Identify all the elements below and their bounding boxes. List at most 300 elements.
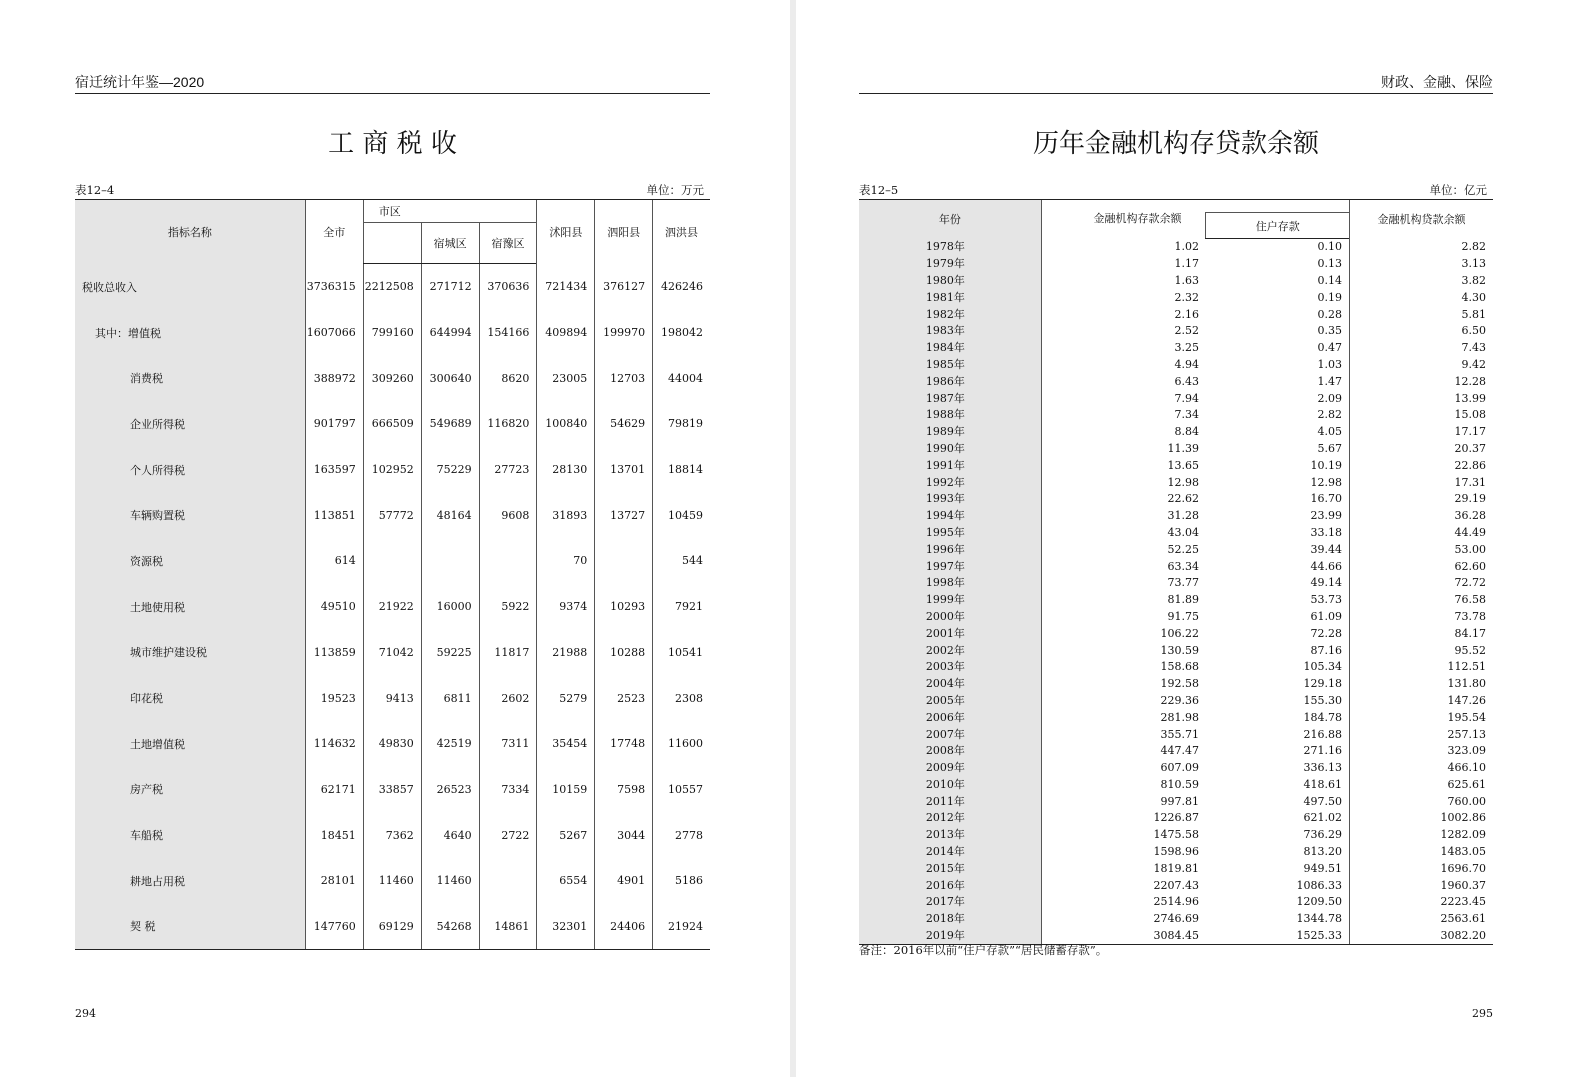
value-cell: 281.98	[1041, 709, 1206, 726]
table-row	[859, 340, 1493, 357]
value-cell: 3.25	[1041, 340, 1206, 357]
value-cell: 105.34	[1303, 660, 1342, 674]
indicator-name: 耕地占用税	[75, 858, 305, 904]
table-row	[859, 541, 1493, 558]
value-cell: 5.67	[1317, 441, 1342, 455]
value-cell: 22.62	[1041, 491, 1206, 508]
value-cell: 11460	[363, 858, 421, 904]
value-cell: 0.13	[1317, 257, 1342, 271]
value-cell: 621.02	[1303, 811, 1342, 825]
value-cell	[479, 858, 537, 904]
year-cell: 2011年	[859, 793, 1041, 810]
table-row	[859, 743, 1493, 760]
table-row	[859, 676, 1493, 693]
year-cell: 2019年	[859, 928, 1041, 945]
year-cell: 2002年	[859, 642, 1041, 659]
value-cell: 17.31	[1349, 474, 1493, 491]
value-cell: 1.47	[1317, 374, 1342, 388]
value-cell: 28101	[305, 858, 363, 904]
value-cell: 2308	[653, 675, 710, 721]
value-cell: 2.82	[1317, 408, 1342, 422]
year-cell: 2003年	[859, 659, 1041, 676]
table-row	[859, 726, 1493, 743]
value-cell: 1226.87	[1041, 810, 1206, 827]
value-cell: 10459	[653, 492, 710, 538]
value-cell: 1696.70	[1349, 860, 1493, 877]
value-cell: 1344.78	[1296, 912, 1342, 926]
value-cell: 31.28	[1041, 508, 1206, 525]
value-cell: 760.00	[1349, 793, 1493, 810]
year-cell: 1982年	[859, 306, 1041, 323]
value-cell	[363, 538, 421, 584]
value-cell: 39.44	[1310, 542, 1342, 556]
value-cell: 76.58	[1349, 592, 1493, 609]
value-cell: 370636	[479, 264, 537, 310]
indicator-name: 个人所得税	[75, 447, 305, 493]
table-number-right: 表12–5	[859, 183, 899, 197]
value-cell: 7.43	[1349, 340, 1493, 357]
value-cell: 147.26	[1349, 693, 1493, 710]
value-cell: 666509	[363, 401, 421, 447]
year-cell: 1986年	[859, 373, 1041, 390]
table-row	[75, 264, 710, 310]
table-row	[75, 584, 710, 630]
value-cell: 13.65	[1041, 457, 1206, 474]
table-row	[859, 625, 1493, 642]
year-cell: 1978年	[859, 239, 1041, 256]
indicator-name: 税收总收入	[75, 264, 305, 310]
value-cell: 129.18	[1303, 677, 1342, 691]
value-cell: 10541	[653, 630, 710, 676]
table-row	[75, 447, 710, 493]
value-cell: 18814	[653, 447, 710, 493]
value-cell: 5.81	[1349, 306, 1493, 323]
table-row	[859, 357, 1493, 374]
header-rule	[75, 93, 710, 94]
value-cell: 3.82	[1349, 273, 1493, 290]
value-cell: 155.30	[1303, 693, 1342, 707]
value-cell: 2.82	[1349, 239, 1493, 256]
value-cell: 32301	[537, 904, 595, 950]
value-cell: 9374	[537, 584, 595, 630]
table-row	[859, 390, 1493, 407]
value-cell: 3082.20	[1349, 928, 1493, 945]
indicator-name: 房产税	[75, 767, 305, 813]
value-cell: 2722	[479, 812, 537, 858]
value-cell: 12.98	[1041, 474, 1206, 491]
value-cell: 1483.05	[1349, 844, 1493, 861]
value-cell: 7598	[595, 767, 653, 813]
value-cell: 813.20	[1303, 845, 1342, 859]
value-cell: 257.13	[1349, 726, 1493, 743]
table-row	[859, 642, 1493, 659]
value-cell: 44004	[653, 355, 710, 401]
value-cell: 1.17	[1041, 256, 1206, 273]
value-cell: 17748	[595, 721, 653, 767]
indicator-name: 土地增值税	[75, 721, 305, 767]
year-cell: 1983年	[859, 323, 1041, 340]
value-cell: 1282.09	[1349, 827, 1493, 844]
value-cell: 544	[653, 538, 710, 584]
value-cell: 192.58	[1041, 676, 1206, 693]
year-cell: 1989年	[859, 424, 1041, 441]
value-cell: 11817	[479, 630, 537, 676]
value-cell: 2523	[595, 675, 653, 721]
table-row	[859, 777, 1493, 794]
value-cell: 6.43	[1041, 373, 1206, 390]
table-row	[859, 827, 1493, 844]
value-cell: 16.70	[1310, 492, 1342, 506]
value-cell: 2514.96	[1041, 894, 1206, 911]
unit-label-right: 单位：亿元	[1429, 183, 1487, 197]
value-cell: 48164	[421, 492, 479, 538]
value-cell: 12703	[595, 355, 653, 401]
table-row	[859, 424, 1493, 441]
value-cell: 549689	[421, 401, 479, 447]
header-urban-spacer	[363, 223, 421, 264]
value-cell: 625.61	[1349, 777, 1493, 794]
value-cell: 91.75	[1041, 609, 1206, 626]
table-row	[859, 592, 1493, 609]
value-cell: 13701	[595, 447, 653, 493]
value-cell: 106.22	[1041, 625, 1206, 642]
value-cell: 7311	[479, 721, 537, 767]
value-cell: 11.39	[1041, 441, 1206, 458]
value-cell: 1475.58	[1041, 827, 1206, 844]
value-cell: 26523	[421, 767, 479, 813]
value-cell: 2.52	[1041, 323, 1206, 340]
value-cell: 11460	[421, 858, 479, 904]
indicator-name: 契 税	[75, 904, 305, 950]
value-cell: 355.71	[1041, 726, 1206, 743]
value-cell: 199970	[595, 310, 653, 356]
table-row	[859, 894, 1493, 911]
year-cell: 2005年	[859, 693, 1041, 710]
table-row	[75, 492, 710, 538]
header-siyang: 泗阳县	[595, 200, 653, 264]
value-cell: 2746.69	[1041, 911, 1206, 928]
value-cell: 409894	[537, 310, 595, 356]
year-cell: 1998年	[859, 575, 1041, 592]
value-cell: 7921	[653, 584, 710, 630]
value-cell: 198042	[653, 310, 710, 356]
year-cell: 1993年	[859, 491, 1041, 508]
value-cell: 131.80	[1349, 676, 1493, 693]
value-cell: 300640	[421, 355, 479, 401]
value-cell: 13727	[595, 492, 653, 538]
year-cell: 1996年	[859, 541, 1041, 558]
value-cell: 95.52	[1349, 642, 1493, 659]
value-cell: 229.36	[1041, 693, 1206, 710]
page-title-left: 工 商 税 收	[328, 129, 457, 159]
value-cell: 8.84	[1041, 424, 1206, 441]
value-cell: 997.81	[1041, 793, 1206, 810]
table-row	[75, 812, 710, 858]
value-cell: 0.35	[1317, 324, 1342, 338]
year-cell: 2009年	[859, 760, 1041, 777]
value-cell: 901797	[305, 401, 363, 447]
value-cell: 62.60	[1349, 558, 1493, 575]
value-cell: 5267	[537, 812, 595, 858]
value-cell: 31893	[537, 492, 595, 538]
value-cell: 736.29	[1303, 828, 1342, 842]
value-cell: 271.16	[1303, 744, 1342, 758]
value-cell: 9.42	[1349, 357, 1493, 374]
value-cell: 271712	[421, 264, 479, 310]
value-cell: 1960.37	[1349, 877, 1493, 894]
value-cell: 114632	[305, 721, 363, 767]
page-number-left: 294	[75, 1007, 96, 1020]
table-row	[859, 709, 1493, 726]
table-row	[859, 609, 1493, 626]
value-cell: 35454	[537, 721, 595, 767]
value-cell: 3736315	[305, 264, 363, 310]
table-row	[859, 793, 1493, 810]
value-cell: 72.72	[1349, 575, 1493, 592]
table-row	[859, 441, 1493, 458]
value-cell: 17.17	[1349, 424, 1493, 441]
table-row	[859, 525, 1493, 542]
value-cell: 4.30	[1349, 289, 1493, 306]
year-cell: 2010年	[859, 777, 1041, 794]
value-cell: 3084.45	[1041, 928, 1206, 945]
value-cell: 72.28	[1310, 626, 1342, 640]
year-cell: 1999年	[859, 592, 1041, 609]
value-cell: 1.03	[1317, 357, 1342, 371]
year-cell: 2015年	[859, 860, 1041, 877]
value-cell: 24406	[595, 904, 653, 950]
right-page	[796, 0, 1587, 1077]
value-cell: 5279	[537, 675, 595, 721]
value-cell: 10159	[537, 767, 595, 813]
value-cell: 2.16	[1041, 306, 1206, 323]
year-cell: 2008年	[859, 743, 1041, 760]
value-cell: 4.94	[1041, 357, 1206, 374]
value-cell: 113859	[305, 630, 363, 676]
value-cell: 1002.86	[1349, 810, 1493, 827]
value-cell: 2563.61	[1349, 911, 1493, 928]
value-cell: 447.47	[1041, 743, 1206, 760]
value-cell: 1598.96	[1041, 844, 1206, 861]
value-cell: 112.51	[1349, 659, 1493, 676]
value-cell: 154166	[479, 310, 537, 356]
header-city: 全市	[305, 200, 363, 264]
value-cell: 5186	[653, 858, 710, 904]
table-row	[859, 239, 1493, 256]
year-cell: 2016年	[859, 877, 1041, 894]
year-cell: 2000年	[859, 609, 1041, 626]
value-cell: 21988	[537, 630, 595, 676]
table-row	[859, 407, 1493, 424]
table-row	[859, 558, 1493, 575]
header-year: 年份	[859, 200, 1041, 239]
value-cell	[479, 538, 537, 584]
indicator-name: 城市维护建设税	[75, 630, 305, 676]
header-deposits: 金融机构存款余额	[1041, 200, 1206, 239]
table-note: 备注：2016年以前“住户存款”“居民储蓄存款”。	[859, 943, 1108, 957]
year-cell: 1995年	[859, 525, 1041, 542]
header-indicator: 指标名称	[75, 200, 305, 264]
indicator-name: 车船税	[75, 812, 305, 858]
year-cell: 1991年	[859, 457, 1041, 474]
value-cell: 12.28	[1349, 373, 1493, 390]
value-cell: 309260	[363, 355, 421, 401]
value-cell: 12.98	[1310, 475, 1342, 489]
value-cell: 49.14	[1310, 576, 1342, 590]
page-title-right: 历年金融机构存贷款余额	[1032, 129, 1319, 159]
table-row	[859, 877, 1493, 894]
value-cell: 9608	[479, 492, 537, 538]
value-cell: 29.19	[1349, 491, 1493, 508]
value-cell: 62171	[305, 767, 363, 813]
indicator-name: 资源税	[75, 538, 305, 584]
value-cell: 11600	[653, 721, 710, 767]
table-number-left: 表12–4	[75, 183, 115, 197]
table-row	[859, 289, 1493, 306]
value-cell: 497.50	[1303, 794, 1342, 808]
table-row	[75, 355, 710, 401]
year-cell: 2007年	[859, 726, 1041, 743]
value-cell: 376127	[595, 264, 653, 310]
value-cell: 10288	[595, 630, 653, 676]
value-cell: 33857	[363, 767, 421, 813]
value-cell: 6.50	[1349, 323, 1493, 340]
value-cell: 53.00	[1349, 541, 1493, 558]
value-cell: 0.10	[1317, 240, 1342, 254]
table-row	[859, 810, 1493, 827]
value-cell: 2223.45	[1349, 894, 1493, 911]
year-cell: 2018年	[859, 911, 1041, 928]
table-row	[75, 721, 710, 767]
value-cell: 2602	[479, 675, 537, 721]
table-row	[859, 323, 1493, 340]
value-cell: 158.68	[1041, 659, 1206, 676]
value-cell: 0.19	[1317, 290, 1342, 304]
value-cell: 163597	[305, 447, 363, 493]
value-cell: 336.13	[1303, 761, 1342, 775]
table-row	[859, 457, 1493, 474]
value-cell: 6554	[537, 858, 595, 904]
table-row	[859, 508, 1493, 525]
value-cell: 195.54	[1349, 709, 1493, 726]
value-cell: 0.28	[1317, 307, 1342, 321]
table-row	[859, 844, 1493, 861]
value-cell: 15.08	[1349, 407, 1493, 424]
value-cell: 75229	[421, 447, 479, 493]
indicator-name: 印花税	[75, 675, 305, 721]
table-row	[859, 273, 1493, 290]
year-cell: 2006年	[859, 709, 1041, 726]
year-cell: 2004年	[859, 676, 1041, 693]
value-cell: 2778	[653, 812, 710, 858]
value-cell: 4901	[595, 858, 653, 904]
table-row	[75, 401, 710, 447]
year-cell: 2012年	[859, 810, 1041, 827]
year-cell: 2001年	[859, 625, 1041, 642]
table-row	[75, 904, 710, 950]
value-cell: 22.86	[1349, 457, 1493, 474]
value-cell: 2.32	[1041, 289, 1206, 306]
value-cell: 49510	[305, 584, 363, 630]
header-deposits-spacer	[1206, 200, 1350, 213]
value-cell: 1607066	[305, 310, 363, 356]
value-cell: 2212508	[363, 264, 421, 310]
value-cell: 27723	[479, 447, 537, 493]
value-cell: 84.17	[1349, 625, 1493, 642]
year-cell: 1984年	[859, 340, 1041, 357]
value-cell: 147760	[305, 904, 363, 950]
value-cell: 3.13	[1349, 256, 1493, 273]
indicator-name: 企业所得税	[75, 401, 305, 447]
value-cell: 0.47	[1317, 341, 1342, 355]
value-cell: 87.16	[1310, 643, 1342, 657]
value-cell: 1525.33	[1206, 928, 1350, 945]
year-cell: 2017年	[859, 894, 1041, 911]
left-page	[0, 0, 790, 1077]
value-cell: 1.63	[1041, 273, 1206, 290]
table-row	[859, 693, 1493, 710]
value-cell: 644994	[421, 310, 479, 356]
value-cell: 20.37	[1349, 441, 1493, 458]
table-row	[859, 306, 1493, 323]
year-cell: 1987年	[859, 390, 1041, 407]
value-cell: 10557	[653, 767, 710, 813]
running-head-left: 宿迁统计年鉴—2020	[75, 74, 205, 90]
value-cell: 61.09	[1310, 609, 1342, 623]
value-cell: 4.05	[1317, 425, 1342, 439]
value-cell: 28130	[537, 447, 595, 493]
value-cell: 5922	[479, 584, 537, 630]
table-row	[859, 474, 1493, 491]
value-cell: 1209.50	[1296, 895, 1342, 909]
value-cell: 388972	[305, 355, 363, 401]
page-number-right: 295	[1472, 1007, 1493, 1020]
value-cell: 57772	[363, 492, 421, 538]
header-sucheng: 宿城区	[421, 223, 479, 264]
value-cell: 2.09	[1317, 391, 1342, 405]
table-row	[75, 310, 710, 356]
year-cell: 1980年	[859, 273, 1041, 290]
value-cell	[421, 538, 479, 584]
value-cell: 63.34	[1041, 558, 1206, 575]
tax-revenue-table	[75, 199, 710, 950]
value-cell: 33.18	[1310, 525, 1342, 539]
value-cell: 607.09	[1041, 760, 1206, 777]
table-row	[75, 858, 710, 904]
value-cell: 7362	[363, 812, 421, 858]
table-row	[859, 659, 1493, 676]
value-cell: 1819.81	[1041, 860, 1206, 877]
value-cell: 113851	[305, 492, 363, 538]
unit-label-left: 单位：万元	[646, 183, 704, 197]
table-row	[75, 538, 710, 584]
value-cell: 21922	[363, 584, 421, 630]
value-cell: 466.10	[1349, 760, 1493, 777]
value-cell: 614	[305, 538, 363, 584]
year-cell: 1985年	[859, 357, 1041, 374]
value-cell: 19523	[305, 675, 363, 721]
value-cell: 3044	[595, 812, 653, 858]
value-cell: 73.77	[1041, 575, 1206, 592]
indicator-name: 其中：增值税	[75, 310, 305, 356]
value-cell: 71042	[363, 630, 421, 676]
table-row	[859, 860, 1493, 877]
value-cell: 949.51	[1303, 861, 1342, 875]
value-cell: 13.99	[1349, 390, 1493, 407]
value-cell: 116820	[479, 401, 537, 447]
value-cell: 16000	[421, 584, 479, 630]
value-cell: 799160	[363, 310, 421, 356]
